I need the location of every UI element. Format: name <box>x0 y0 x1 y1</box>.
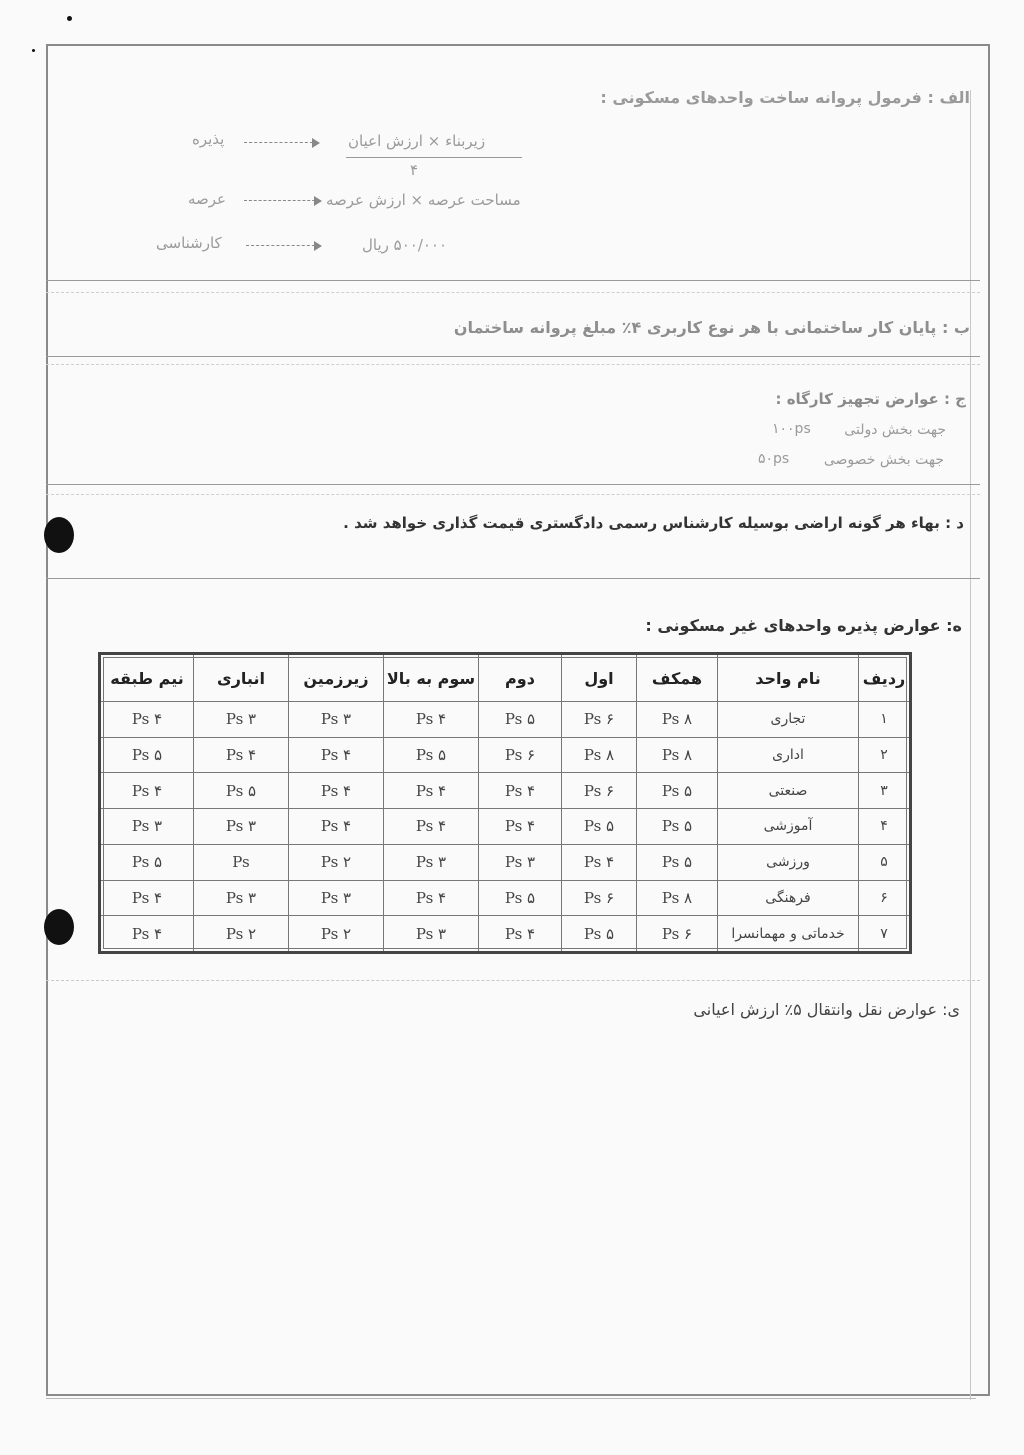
column-header: دوم <box>479 654 562 702</box>
section-h-title: ه: عوارض پذیره واحدهای غیر مسکونی : <box>645 616 962 635</box>
section-b-text: ب : پایان کار ساختمانی با هر نوع کاربری ۴٪ مبلغ پروانه ساختمان <box>453 318 970 337</box>
table-cell: ۴ Ps <box>479 773 562 809</box>
paziresh-label: پذیره <box>192 130 225 148</box>
table-cell: ۶ Ps <box>479 737 562 773</box>
table-cell: ۵ Ps <box>637 773 718 809</box>
arrow-icon <box>244 200 320 201</box>
scan-speck <box>67 16 72 21</box>
row-number: ۲ <box>859 737 911 773</box>
public-sector-value: ۱۰۰ps <box>772 421 811 437</box>
table-row <box>100 916 911 953</box>
table-cell: ۵ Ps <box>562 916 637 953</box>
unit-name: خدماتی و مهمانسرا <box>718 916 859 953</box>
table-cell: ۵ Ps <box>100 737 194 773</box>
table-row <box>100 809 911 845</box>
table-cell: ۳ Ps <box>194 809 289 845</box>
row-number: ۱ <box>859 702 911 738</box>
table-cell: ۸ Ps <box>637 737 718 773</box>
table-row <box>100 773 911 809</box>
table-cell: ۲ Ps <box>194 916 289 953</box>
punch-hole <box>44 909 74 945</box>
public-sector-label: جهت بخش دولتی <box>844 422 946 438</box>
table-cell: ۴ Ps <box>289 809 384 845</box>
table-cell: ۵ Ps <box>384 737 479 773</box>
section-divider <box>46 484 980 485</box>
column-header: ردیف <box>859 654 911 702</box>
fraction-bar <box>346 157 522 158</box>
table-cell: ۳ Ps <box>289 702 384 738</box>
fees-table <box>98 652 912 954</box>
table-cell: ۶ Ps <box>562 773 637 809</box>
table-cell: ۴ Ps <box>384 809 479 845</box>
table-cell: ۵ Ps <box>637 809 718 845</box>
karshenasi-fee: ۵۰۰/۰۰۰ ریال <box>362 236 448 254</box>
table-cell: ۸ Ps <box>562 737 637 773</box>
column-header: نیم طبقه <box>100 654 194 702</box>
table-cell: ۴ Ps <box>100 773 194 809</box>
unit-name: ورزشی <box>718 844 859 880</box>
karshenasi-label: کارشناسی <box>156 234 222 252</box>
table-cell: ۲ Ps <box>289 844 384 880</box>
frame-bottom-line <box>46 1398 976 1399</box>
table-cell: ۵ Ps <box>479 702 562 738</box>
table-cell: ۸ Ps <box>637 880 718 916</box>
table-cell: ۴ Ps <box>100 916 194 953</box>
column-header: انباری <box>194 654 289 702</box>
row-number: ۵ <box>859 844 911 880</box>
section-d-text: د : بهاء هر گونه اراضی بوسیله کارشناس رسمی دادگستری قیمت گذاری خواهد شد . <box>343 514 964 532</box>
paziresh-formula-denominator: ۴ <box>410 161 419 179</box>
arrow-icon <box>246 245 320 246</box>
scan-speck <box>32 49 35 52</box>
table-cell: ۴ Ps <box>384 702 479 738</box>
section-y-text: ی: عوارض نقل وانتقال ۵٪ ارزش اعیانی <box>693 1000 960 1019</box>
table-cell: ۵ Ps <box>100 844 194 880</box>
unit-name: اداری <box>718 737 859 773</box>
arse-label: عرصه <box>188 190 227 208</box>
column-header: همکف <box>637 654 718 702</box>
table-cell: ۶ Ps <box>562 702 637 738</box>
table-cell: ۳ Ps <box>289 880 384 916</box>
table-row <box>100 737 911 773</box>
table-cell: ۳ Ps <box>479 844 562 880</box>
table-cell: ۳ Ps <box>384 916 479 953</box>
table-cell: ۴ Ps <box>479 916 562 953</box>
table-cell: ۸ Ps <box>637 702 718 738</box>
unit-name: فرهنگی <box>718 880 859 916</box>
column-header: اول <box>562 654 637 702</box>
table-row <box>100 702 911 738</box>
private-sector-value: ۵۰ps <box>758 451 790 467</box>
table-cell: ۴ Ps <box>100 880 194 916</box>
table-cell: ۵ Ps <box>562 809 637 845</box>
table-cell: ۳ Ps <box>384 844 479 880</box>
section-divider <box>46 364 980 365</box>
table-cell: ۳ Ps <box>100 809 194 845</box>
table-cell: ۴ Ps <box>289 773 384 809</box>
table-cell: ۲ Ps <box>289 916 384 953</box>
paziresh-formula-numerator: زیربناء × ارزش اعیان <box>348 132 486 150</box>
section-divider <box>46 356 980 357</box>
arse-formula: مساحت عرصه × ارزش عرصه <box>326 191 521 209</box>
table-cell: ۴ Ps <box>479 809 562 845</box>
table-cell: ۴ Ps <box>289 737 384 773</box>
section-a-title: الف : فرمول پروانه ساخت واحدهای مسکونی : <box>600 88 970 107</box>
table-cell: ۴ Ps <box>384 880 479 916</box>
table-cell: ۳ Ps <box>194 880 289 916</box>
table-cell: ۵ Ps <box>194 773 289 809</box>
table-cell: ۴ Ps <box>194 737 289 773</box>
frame-inner-line <box>970 90 971 1400</box>
row-number: ۷ <box>859 916 911 953</box>
table-cell: ۳ Ps <box>194 702 289 738</box>
row-number: ۴ <box>859 809 911 845</box>
section-divider <box>46 980 980 981</box>
section-divider <box>46 494 980 495</box>
column-header: نام واحد <box>718 654 859 702</box>
arrow-icon <box>244 142 318 143</box>
table-cell: ۶ Ps <box>637 916 718 953</box>
private-sector-label: جهت بخش خصوصی <box>823 452 944 468</box>
table-cell: Ps <box>194 844 289 880</box>
unit-name: صنعتی <box>718 773 859 809</box>
unit-name: آموزشی <box>718 809 859 845</box>
column-header: سوم به بالا <box>384 654 479 702</box>
section-divider <box>46 578 980 579</box>
section-c-title: ج : عوارض تجهیز کارگاه : <box>775 390 966 408</box>
table-cell: ۴ Ps <box>562 844 637 880</box>
table-cell: ۴ Ps <box>100 702 194 738</box>
row-number: ۶ <box>859 880 911 916</box>
table-cell: ۶ Ps <box>562 880 637 916</box>
table-cell: ۴ Ps <box>384 773 479 809</box>
table-header-row <box>100 654 911 702</box>
section-divider <box>46 292 980 293</box>
table-cell: ۵ Ps <box>637 844 718 880</box>
table-cell: ۵ Ps <box>479 880 562 916</box>
table-row <box>100 880 911 916</box>
punch-hole <box>44 517 74 553</box>
row-number: ۳ <box>859 773 911 809</box>
table-row <box>100 844 911 880</box>
section-divider <box>46 280 980 281</box>
column-header: زیرزمین <box>289 654 384 702</box>
unit-name: تجاری <box>718 702 859 738</box>
